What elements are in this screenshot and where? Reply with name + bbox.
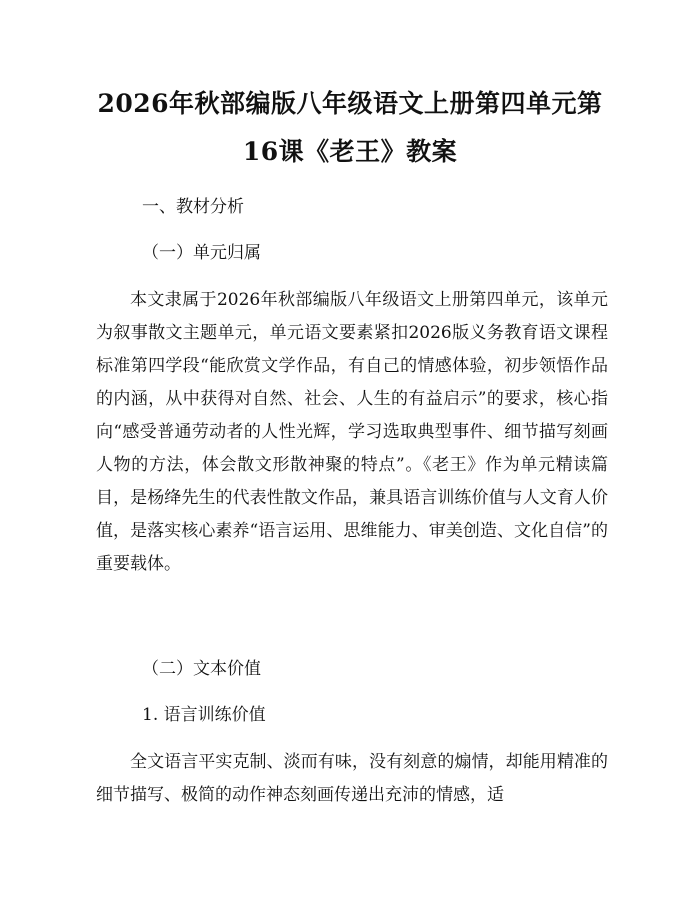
paragraph-unit-description: 本文隶属于2026年秋部编版八年级语文上册第四单元，该单元为叙事散文主题单元，单元语文要素紧扣2026版义务教育语文课程标准第四学段“能欣赏文学作品，有自己的情感体验，初步领悟作品的内涵，从中获得对自然、社会、人生的有益启示”的要求，核心指向“感受普通劳动者的人性光辉，学习选取典型事件、细节描写刻画人物的方法，体会散文形散神聚的特点”。《老王》作为单元精读篇目，是杨绛先生的代表性散文作品，兼具语言训练价值与人文育人价值，是落实核心素养“语言运用、思维能力、审美创造、文化自信”的重要载体。 bbox=[96, 290, 608, 574]
document-title-line-2: 16课《老王》教案 bbox=[242, 137, 458, 166]
subsection-heading-unit: （一）单元归属 bbox=[142, 243, 261, 263]
list-item-language-training: 1. 语言训练价值 bbox=[142, 705, 266, 725]
subsection-heading-text-value: （二）文本价值 bbox=[142, 659, 261, 679]
paragraph-language-value: 全文语言平实克制、淡而有味，没有刻意的煽情，却能用精准的细节描写、极简的动作神态刻画传递出充沛的情感，适 bbox=[96, 752, 608, 805]
document-title-line-1: 2026年秋部编版八年级语文上册第四单元第 bbox=[97, 89, 603, 118]
section-heading-textbook-analysis: 一、教材分析 bbox=[142, 197, 244, 217]
